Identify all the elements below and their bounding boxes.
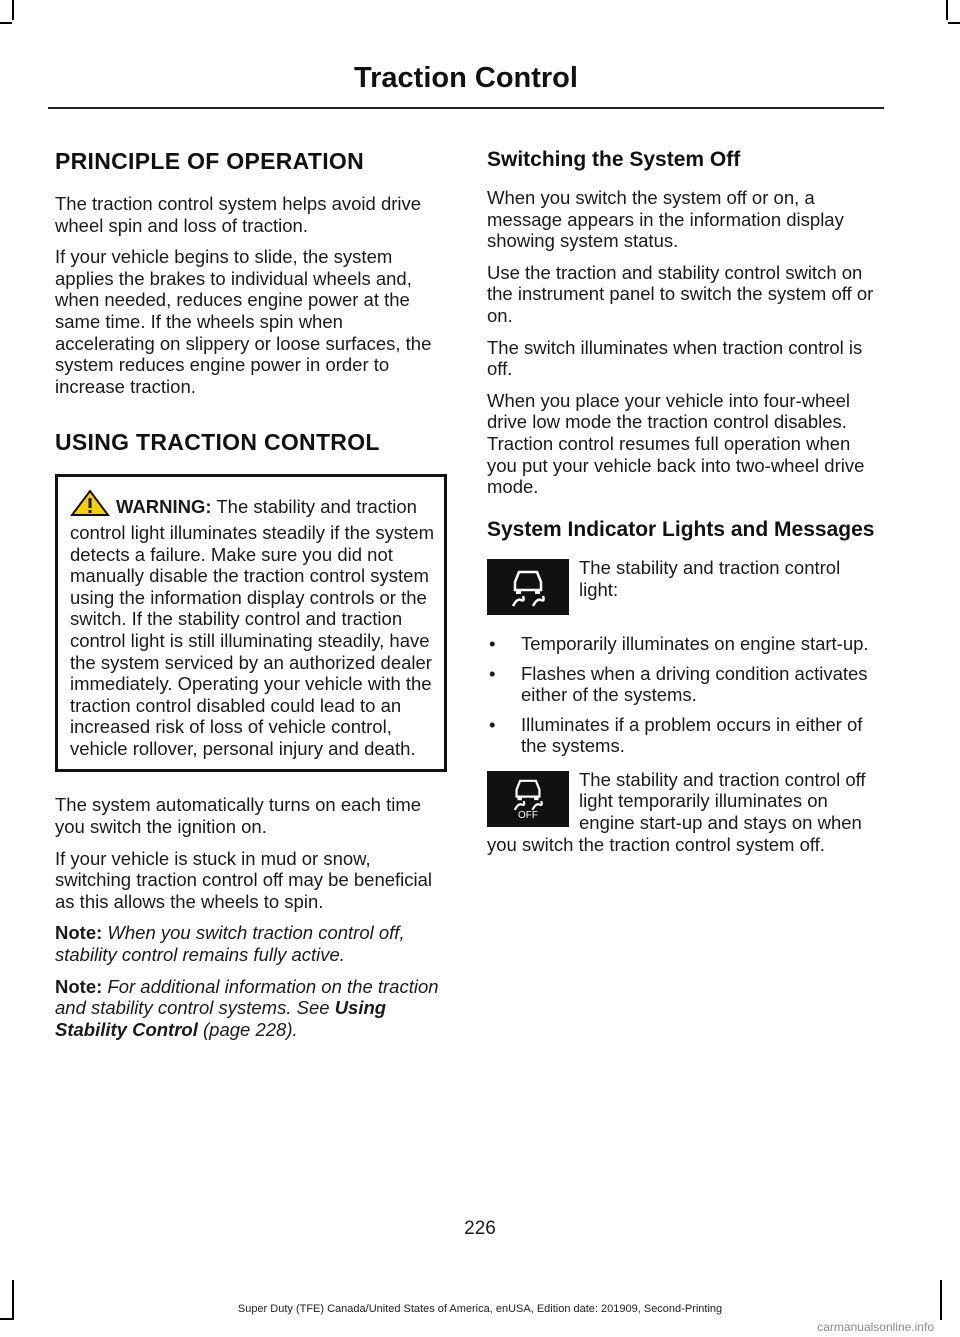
indicator-row: [487, 557, 879, 615]
paragraph: If your vehicle begins to slide, the system applies the brakes to individual wheels and, when needed, reduces engine power at the same time. If the wheels spin when accelerating on slippery or loose surfaces, the system reduces engine power in order to increase traction.: [55, 246, 432, 397]
cross-reference-link[interactable]: Using Stability Control: [55, 997, 387, 1040]
note: [55, 922, 447, 965]
paragraph: Use the traction and stability control switch on the instrument panel to switch the system off or on.: [487, 261, 874, 327]
warning-triangle-icon: [70, 489, 110, 522]
indicator-description: The stability and traction control off light temporarily illuminates on engine start-up and stays on when you switch the traction control system off.: [487, 768, 866, 855]
warning-label: WARNING:: [116, 496, 212, 518]
paragraph: The traction control system helps avoid drive wheel spin and loss of traction.: [55, 193, 422, 236]
crop-mark: [12, 0, 14, 20]
watermark: carmanualsonline.info: [817, 1320, 934, 1334]
heading-using-traction-control: USING TRACTION CONTROL: [55, 429, 380, 456]
header-rule: [48, 107, 884, 109]
page-number: 226: [464, 1218, 496, 1239]
bullet-list: [487, 633, 879, 757]
warning-box: [55, 474, 447, 772]
note-text: When you switch traction control off, stability control remains fully active.: [55, 922, 405, 966]
traction-control-off-icon: [487, 771, 569, 827]
crop-mark: [948, 22, 960, 24]
left-column: [55, 148, 447, 1050]
list-item: • Illuminates if a problem occurs in either of the systems.: [487, 714, 879, 757]
page-reference: (page 228).: [197, 1018, 298, 1040]
note-label: Note:: [55, 975, 103, 997]
crop-mark: [0, 1318, 12, 1320]
page-header-title: Traction Control: [354, 62, 578, 94]
paragraph: The system automatically turns on each time you switch the ignition on.: [55, 794, 422, 838]
off-label: OFF: [518, 809, 538, 821]
paragraph: The switch illuminates when traction control is off.: [487, 336, 863, 380]
warning-text: The stability and traction control light illuminates steadily if the system detects a failure. Make sure you did not manually disable the traction control system using the information display controls or the switch. If the stability control and traction control light is still illuminating steadily, have the system serviced by an authorized dealer immediately. Operating your vehicle with the traction control disabled could lead to an increased risk of loss of vehicle control, vehicle rollover, personal injury and death.: [70, 496, 434, 759]
note-label: Note:: [55, 922, 103, 944]
crop-mark: [0, 22, 12, 24]
indicator-row: [487, 769, 879, 855]
heading-principle-of-operation: PRINCIPLE OF OPERATION: [55, 148, 365, 174]
right-column: [487, 148, 879, 865]
list-item: • Flashes when a driving condition activates either of the systems.: [487, 663, 879, 706]
paragraph: When you switch the system off or on, a message appears in the information display showing system status.: [487, 187, 844, 252]
crop-mark: [946, 0, 948, 20]
heading-system-indicator-lights: System Indicator Lights and Messages: [487, 517, 875, 541]
indicator-description: The stability and traction control light:: [579, 556, 841, 600]
paragraph: When you place your vehicle into four-wheel drive low mode the traction control disables. Traction control resumes full operation when you put your vehicle back into two-wheel drive mode.: [487, 389, 865, 498]
footer-edition-info: Super Duty (TFE) Canada/United States of America, enUSA, Edition date: 201909, Second-Printing: [237, 1303, 723, 1315]
traction-control-icon: [487, 559, 569, 615]
paragraph: If your vehicle is stuck in mud or snow, switching traction control off may be beneficial as this allows the wheels to spin.: [55, 847, 433, 912]
note: [55, 976, 447, 1041]
list-item: • Temporarily illuminates on engine start-up.: [487, 633, 879, 655]
heading-switching-system-off: Switching the System Off: [487, 148, 741, 171]
note-text: For additional information on the traction and stability control systems. See: [55, 975, 439, 1019]
